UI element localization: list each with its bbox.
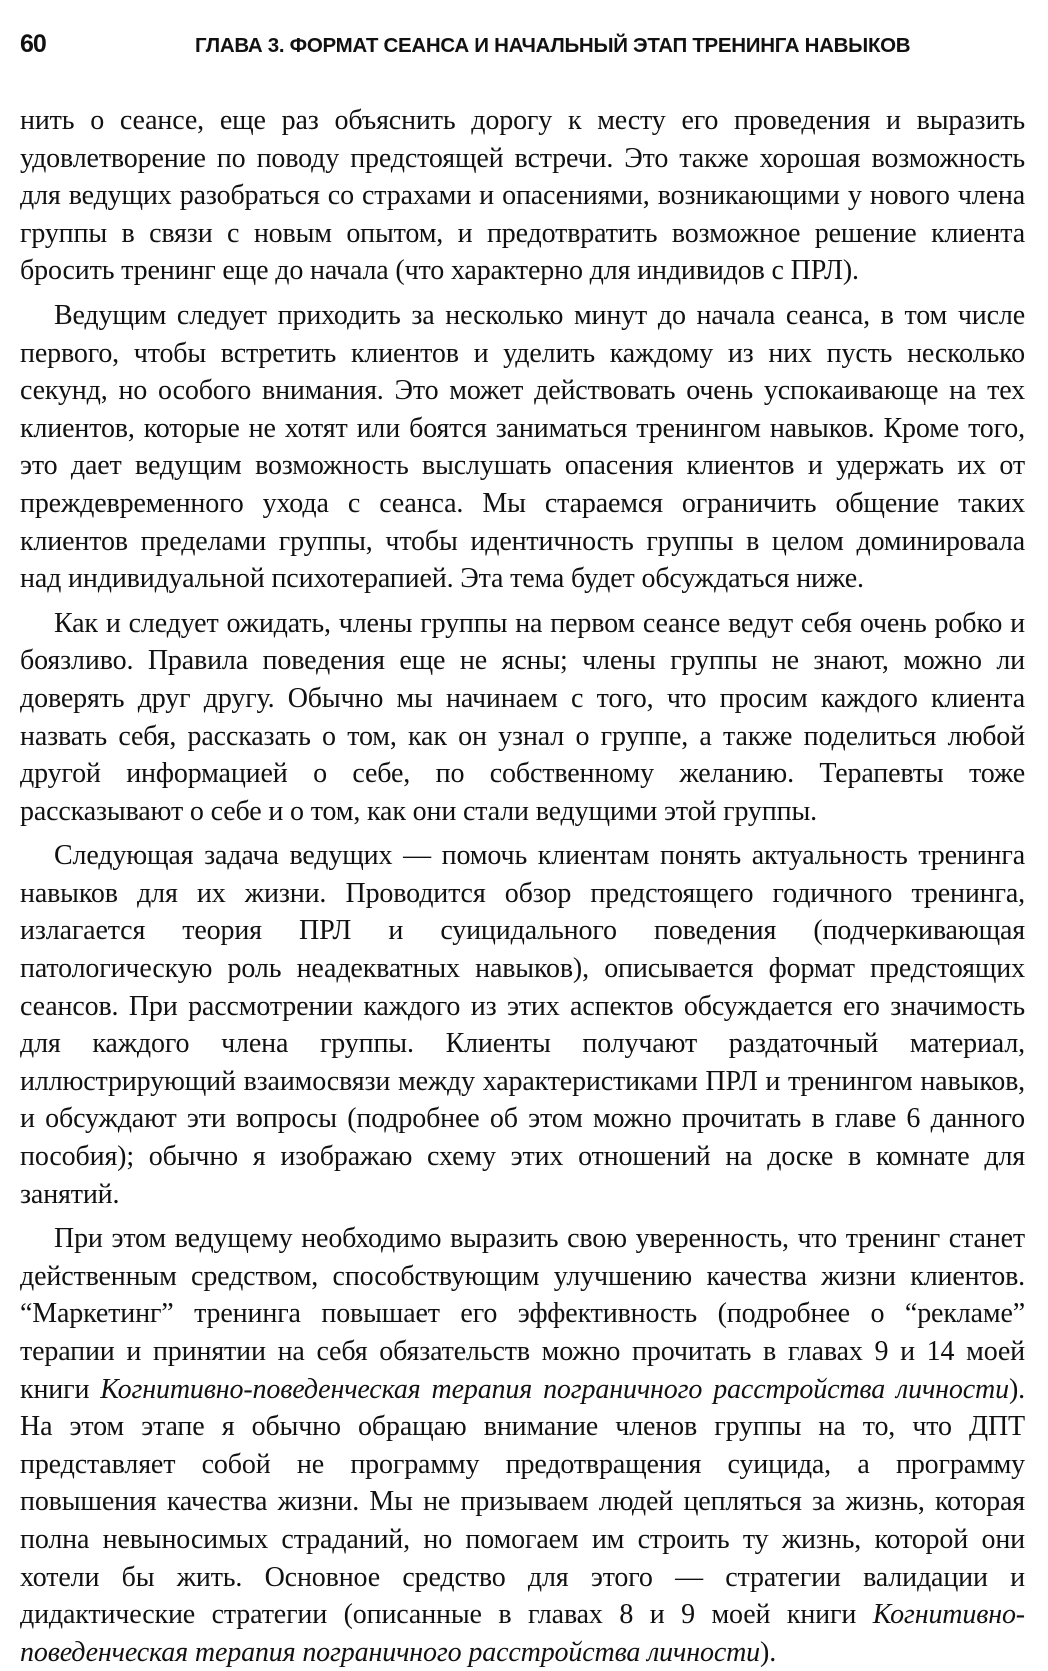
body-text bbox=[20, 102, 1025, 1671]
paragraph-3: Как и следует ожидать, члены группы на первом сеансе ведут себя очень робко и боязливо. Правила поведения еще не ясны; члены группы не знают, можно ли доверять друг другу. Обычно мы начинаем с того, что просим каждого клиента назвать себя, рассказать о том, как он узнал о группе, а также поделиться любой другой информацией о себе, по собственному желанию. Терапевты тоже рассказывают о себе и о том, как они стали ведущими этой группы. bbox=[20, 607, 1025, 827]
paragraph-5 bbox=[20, 1220, 1025, 1671]
paragraph-5-text-b: ). На этом этапе я обычно обращаю внимание членов группы на то, что ДПТ представляет собой не программу предотвращения суицида, а программу повышения качества жизни. Мы не призываем людей цепляться за жизнь, которая полна невыносимых страданий, но помогаем им строить ту жизнь, которой они хотели бы жить. Основное средство для этого — стратегии валидации и дидактические стратегии (описанные в главах 8 и 9 моей книги bbox=[20, 1373, 1025, 1631]
paragraph-4: Следующая задача ведущих — помочь клиентам понять актуальность тренинга навыков для их жизни. Проводится обзор предстоящего годичного тренинга, излагается теория ПРЛ и суицидального поведения (подчеркивающая патологическую роль неадекватных навыков), описывается формат предстоящих сеансов. При рассмотрении каждого из этих аспектов обсуждается его значимость для каждого члена группы. Клиенты получают раздаточный материал, иллюстрирующий взаимосвязи между характеристиками ПРЛ и тренингом навыков, и обсуждают эти вопросы (подробнее об этом можно прочитать в главе 6 данного пособия); обычно я изображаю схему этих отношений на доске в комнате для занятий. bbox=[20, 840, 1025, 1210]
paragraph-5-text-a: При этом ведущему необходимо выразить свою уверенность, что тренинг станет действенным средством, способствующим улучшению качества жизни клиентов. “Маркетинг” тренинга повышает его эффективность (подробнее о “рекламе” терапии и принятии на себя обязательств можно прочитать в главах 9 и 14 моей книги bbox=[20, 1223, 1025, 1405]
book-title-citation-2: Когнитивно-поведенческая терапия пограничного расстройства личности bbox=[20, 1599, 1025, 1668]
page-number: 60 bbox=[20, 30, 46, 58]
running-header bbox=[20, 30, 1025, 70]
paragraph-1: нить о сеансе, еще раз объяснить дорогу к месту его проведения и выразить удовлетворение по поводу предстоящей встречи. Это также хорошая возможность для ведущих разобраться со страхами и опасениями, возникающими у нового члена группы в связи с новым опытом, и предотвратить возможное решение клиента бросить тренинг еще до начала (что характерно для индивидов с ПРЛ). bbox=[20, 105, 1025, 287]
book-title-citation-1: Когнитивно-поведенческая терапия пограничного расстройства личности bbox=[100, 1373, 1009, 1405]
paragraph-5-text-c: ). bbox=[760, 1636, 777, 1668]
book-page bbox=[20, 30, 1025, 1671]
chapter-title: ГЛАВА 3. ФОРМАТ СЕАНСА И НАЧАЛЬНЫЙ ЭТАП ТРЕНИНГА НАВЫКОВ bbox=[195, 34, 911, 57]
paragraph-2: Ведущим следует приходить за несколько минут до начала сеанса, в том числе первого, чтобы встретить клиентов и уделить каждому из них пусть несколько секунд, но особого внимания. Это может действовать очень успокаивающе на тех клиентов, которые не хотят или боятся заниматься тренингом навыков. Кроме того, это дает ведущим возможность выслушать опасения клиентов и удержать их от преждевременного ухода с сеанса. Мы стараемся ограничить общение таких клиентов пределами группы, чтобы идентичность группы в целом доминировала над индивидуальной психотерапией. Эта тема будет обсуждаться ниже. bbox=[20, 299, 1025, 595]
